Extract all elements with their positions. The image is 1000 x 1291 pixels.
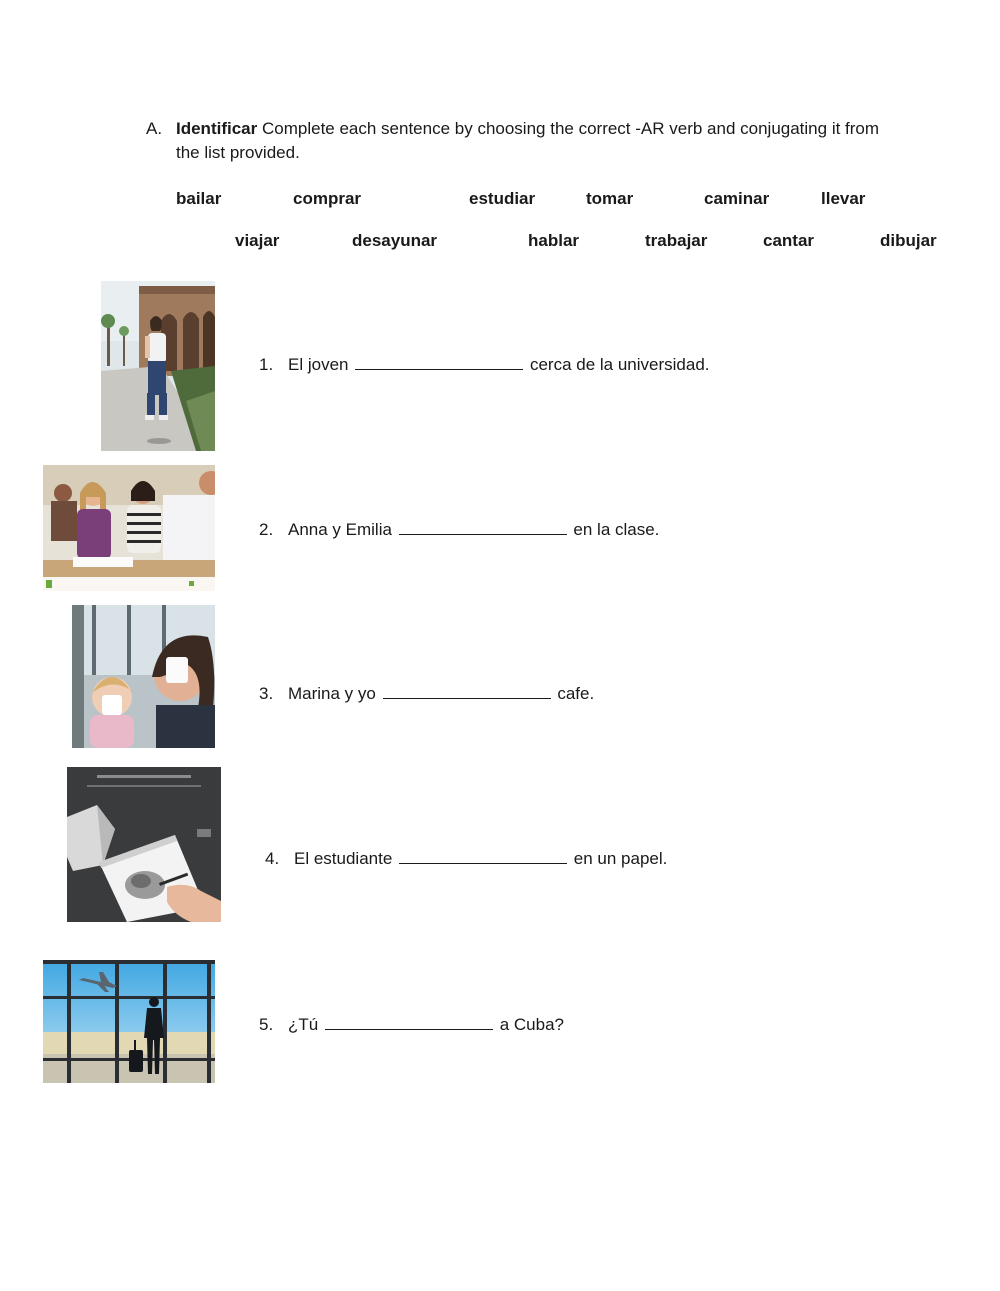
sentence-5 [259, 1015, 564, 1035]
answer-blank[interactable] [325, 1015, 493, 1030]
item-number: 2. [259, 520, 274, 539]
woman-walking-campus-photo [101, 281, 215, 451]
item-number: 4. [265, 849, 280, 868]
word-bank-verb: trabajar [645, 231, 708, 250]
word-bank-verb: caminar [704, 189, 770, 208]
airport-traveler-photo [43, 960, 215, 1083]
instructions [176, 117, 896, 165]
sentence-2 [259, 520, 659, 540]
sentence-after: cafe. [557, 684, 595, 703]
sentence-after: en la clase. [573, 520, 660, 539]
sentence-after: a Cuba? [499, 1015, 564, 1034]
sentence-before: Marina y yo [288, 684, 376, 703]
word-bank-verb: llevar [821, 189, 866, 208]
answer-blank[interactable] [399, 849, 567, 864]
word-bank-verb: hablar [528, 231, 580, 250]
word-bank-verb: comprar [293, 189, 362, 208]
drinking-coffee-photo [72, 605, 215, 748]
sentence-before: ¿Tú [288, 1015, 319, 1034]
section-letter: A. [146, 119, 163, 138]
item-number: 5. [259, 1015, 274, 1034]
sentence-1 [259, 355, 710, 375]
word-bank-verb: estudiar [469, 189, 536, 208]
sentence-3 [259, 684, 594, 704]
word-bank-verb: cantar [763, 231, 815, 250]
sentence-before: El joven [288, 355, 349, 374]
word-bank-verb: dibujar [880, 231, 937, 250]
word-bank-verb: desayunar [352, 231, 438, 250]
answer-blank[interactable] [383, 684, 551, 699]
item-number: 3. [259, 684, 274, 703]
students-talking-class-photo [43, 465, 215, 591]
word-bank-verb: viajar [235, 231, 280, 250]
sentence-after: en un papel. [573, 849, 668, 868]
word-bank-verb: bailar [176, 189, 222, 208]
sentence-before: El estudiante [294, 849, 393, 868]
section-title: Identificar [176, 119, 258, 138]
sentence-before: Anna y Emilia [288, 520, 392, 539]
word-bank-verb: tomar [586, 189, 634, 208]
instructions-text: Complete each sentence by choosing the correct -AR verb and conjugating it from the list provided. [176, 119, 880, 162]
answer-blank[interactable] [399, 520, 567, 535]
answer-blank[interactable] [355, 355, 523, 370]
sentence-4 [265, 849, 667, 869]
sentence-after: cerca de la universidad. [529, 355, 710, 374]
drawing-sketch-photo [67, 767, 221, 922]
item-number: 1. [259, 355, 274, 374]
